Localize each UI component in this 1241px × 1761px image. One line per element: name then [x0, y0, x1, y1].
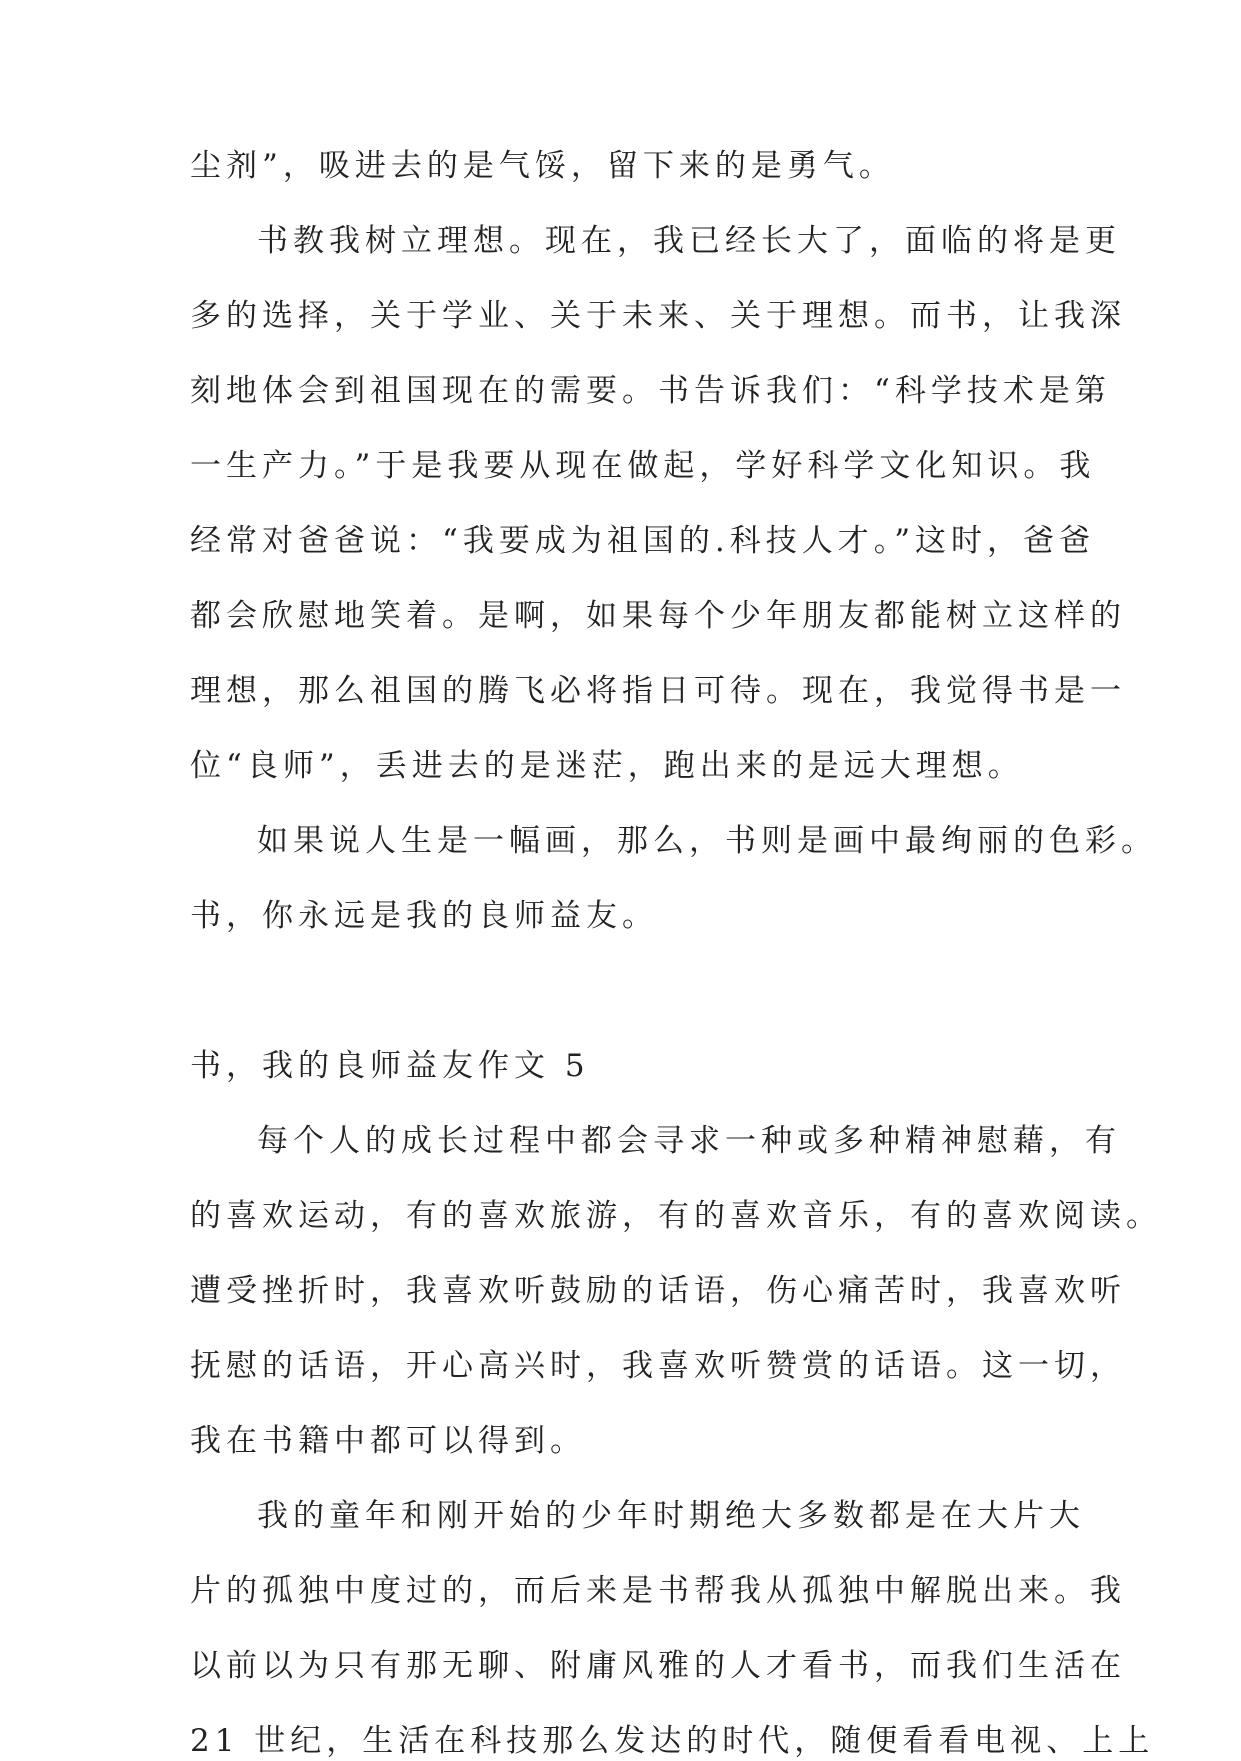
text-line: 刻地体会到祖国现在的需要。书告诉我们：“科学技术是第 [190, 373, 1111, 409]
text-line: 理想，那么祖国的腾飞必将指日可待。现在，我觉得书是一 [190, 673, 1126, 709]
text-line: 如果说人生是一幅画，那么，书则是画中最绚丽的色彩。 [257, 823, 1157, 859]
text-line: 多的选择，关于学业、关于未来、关于理想。而书，让我深 [190, 298, 1126, 334]
text-line: 我在书籍中都可以得到。 [190, 1423, 586, 1459]
text-line: 尘剂”，吸进去的是气馁，留下来的是勇气。 [190, 148, 895, 184]
text-line: 书教我树立理想。现在，我已经长大了，面临的将是更 [257, 223, 1121, 259]
text-line: 位“良师”，丢进去的是迷茫，跑出来的是远大理想。 [190, 748, 1024, 784]
text-line: 遭受挫折时，我喜欢听鼓励的话语，伤心痛苦时，我喜欢听 [190, 1273, 1126, 1309]
text-line: 经常对爸爸说：“我要成为祖国的.科技人才。”这时，爸爸 [190, 523, 1096, 559]
text-line: 抚慰的话语，开心高兴时，我喜欢听赞赏的话语。这一切， [190, 1348, 1126, 1384]
text-line: 的喜欢运动，有的喜欢旅游，有的喜欢音乐，有的喜欢阅读。 [190, 1198, 1162, 1234]
text-line: 一生产力。”于是我要从现在做起，学好科学文化知识。我 [190, 448, 1096, 484]
text-line: 21 世纪，生活在科技那么发达的时代，随便看看电视、上上 [190, 1723, 1155, 1759]
text-line: 书，你永远是我的良师益友。 [190, 898, 658, 934]
text-line: 以前以为只有那无聊、附庸风雅的人才看书，而我们生活在 [190, 1648, 1126, 1684]
text-line: 每个人的成长过程中都会寻求一种或多种精神慰藉，有 [257, 1123, 1121, 1159]
text-line: 我的童年和刚开始的少年时期绝大多数都是在大片大 [257, 1498, 1085, 1534]
text-line: 片的孤独中度过的，而后来是书帮我从孤独中解脱出来。我 [190, 1573, 1126, 1609]
section-heading: 书，我的良师益友作文 5 [190, 1048, 590, 1084]
text-line: 都会欣慰地笑着。是啊，如果每个少年朋友都能树立这样的 [190, 598, 1126, 634]
